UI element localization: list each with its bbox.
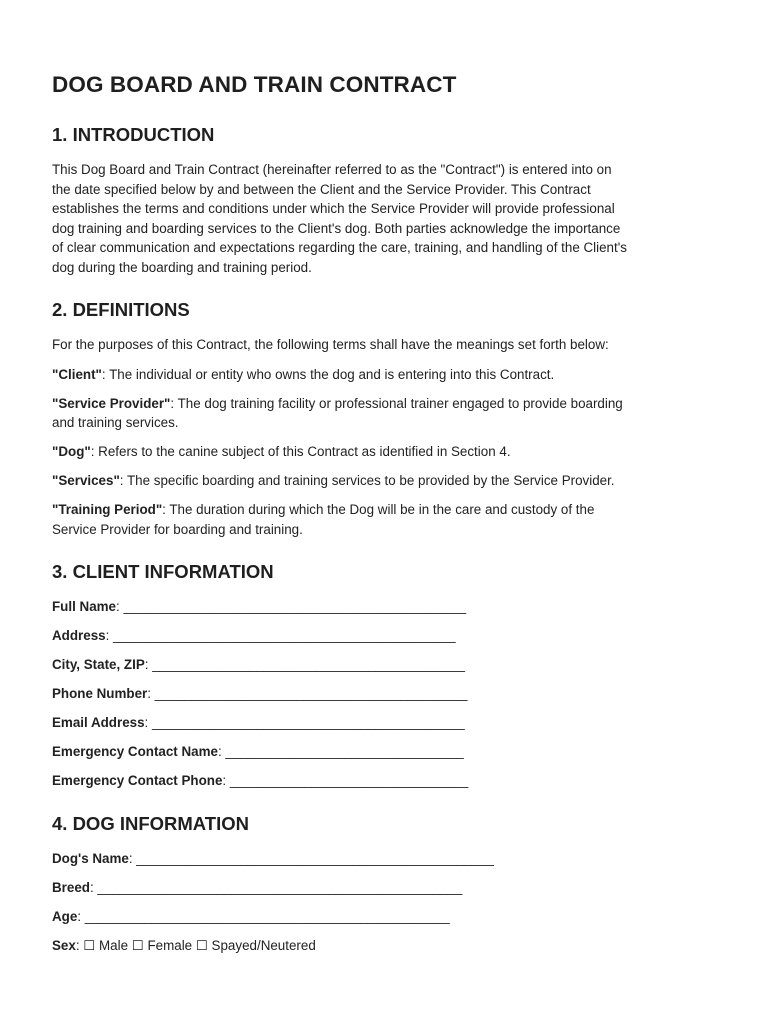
document-title: DOG BOARD AND TRAIN CONTRACT (52, 72, 457, 97)
field-label: Breed (52, 879, 90, 895)
field-label: Sex (52, 937, 76, 953)
definition-service-provider (52, 394, 718, 433)
section-heading-introduction: 1. INTRODUCTION (52, 124, 215, 145)
field-label: Address (52, 628, 106, 643)
definition-term: "Client" (52, 366, 102, 382)
intro-line: of clear communication and expectations regarding the care, training, and handling of the Client's (52, 240, 627, 255)
emergency-contact-name-field[interactable] (52, 742, 718, 762)
definition-text: and training services. (52, 415, 179, 430)
field-blank[interactable]: : __________________________________________ (144, 715, 465, 730)
field-label: Phone Number (52, 686, 148, 701)
full-name-field[interactable] (52, 597, 718, 617)
definition-dog (52, 442, 718, 462)
client-information-section (52, 561, 718, 791)
field-blank[interactable]: : __________________________________________ (147, 686, 468, 701)
emergency-contact-phone-field[interactable] (52, 771, 718, 791)
intro-line: dog during the boarding and training period. (52, 259, 312, 275)
introduction-section (52, 124, 718, 277)
definitions-section (52, 299, 718, 539)
section-heading-definitions: 2. DEFINITIONS (52, 299, 190, 320)
definition-term: "Dog" (52, 444, 91, 459)
age-field[interactable] (52, 907, 718, 927)
section-heading-dog-information: 4. DOG INFORMATION (52, 812, 249, 834)
definition-text: : Refers to the canine subject of this Contract as identified in Section 4. (90, 444, 511, 459)
definitions-lead: For the purposes of this Contract, the following terms shall have the meanings set forth below: (52, 337, 609, 352)
definition-text: : The duration during which the Dog will be in the care and custody of the (162, 502, 595, 517)
field-blank[interactable]: : ________________________________ (217, 744, 464, 759)
definition-term: "Training Period" (52, 502, 163, 517)
field-label: City, State, ZIP (52, 657, 145, 672)
field-blank[interactable]: : _________________________________________________ (77, 908, 450, 924)
definition-text: : The individual or entity who owns the dog and is entering into this Contract. (101, 366, 555, 382)
definition-services (52, 471, 718, 491)
sex-checkbox-options[interactable]: : ☐ Male ☐ Female ☐ Spayed/Neutered (75, 937, 316, 953)
dog-name-field[interactable] (52, 849, 718, 869)
field-blank[interactable]: : ________________________________ (222, 773, 469, 788)
field-label: Email Address (52, 715, 145, 730)
field-blank[interactable]: : __________________________________________ (144, 657, 465, 672)
intro-line: dog training and boarding services to the Client's dog. Both parties acknowledge the importance (52, 220, 621, 236)
field-label: Age (52, 908, 78, 924)
definition-text: : The dog training facility or professional trainer engaged to provide boarding (170, 395, 623, 411)
field-label: Emergency Contact Name (52, 744, 218, 759)
field-blank[interactable]: : ______________________________________________ (116, 599, 467, 614)
address-field[interactable] (52, 626, 718, 646)
introduction-paragraph (52, 160, 718, 277)
field-blank[interactable]: : _________________________________________________ (89, 879, 463, 895)
definition-text: : The specific boarding and training services to be provided by the Service Provider. (119, 473, 615, 488)
field-label: Dog's Name (52, 850, 129, 866)
email-address-field[interactable] (52, 713, 718, 733)
field-blank[interactable]: : ______________________________________________ (105, 628, 456, 643)
section-heading-client-information: 3. CLIENT INFORMATION (52, 561, 274, 582)
definition-training-period (52, 500, 718, 539)
dog-information-section (52, 813, 718, 956)
field-label: Full Name (52, 599, 116, 614)
definition-term: "Service Provider" (52, 395, 171, 411)
definition-client (52, 365, 718, 385)
definition-term: "Services" (52, 473, 120, 488)
intro-line: the date specified below by and between the Client and the Service Provider. This Contract (52, 181, 591, 197)
intro-line: This Dog Board and Train Contract (hereinafter referred to as the "Contract") is entered into on (52, 162, 612, 177)
breed-field[interactable] (52, 878, 718, 898)
city-state-zip-field[interactable] (52, 655, 718, 675)
definition-text: Service Provider for boarding and training. (52, 521, 303, 537)
field-label: Emergency Contact Phone (52, 773, 223, 788)
intro-line: establishes the terms and conditions under which the Service Provider will provide professional (52, 201, 615, 216)
sex-field[interactable] (52, 936, 718, 956)
phone-number-field[interactable] (52, 684, 718, 704)
field-blank[interactable]: : ________________________________________________ (128, 850, 494, 866)
